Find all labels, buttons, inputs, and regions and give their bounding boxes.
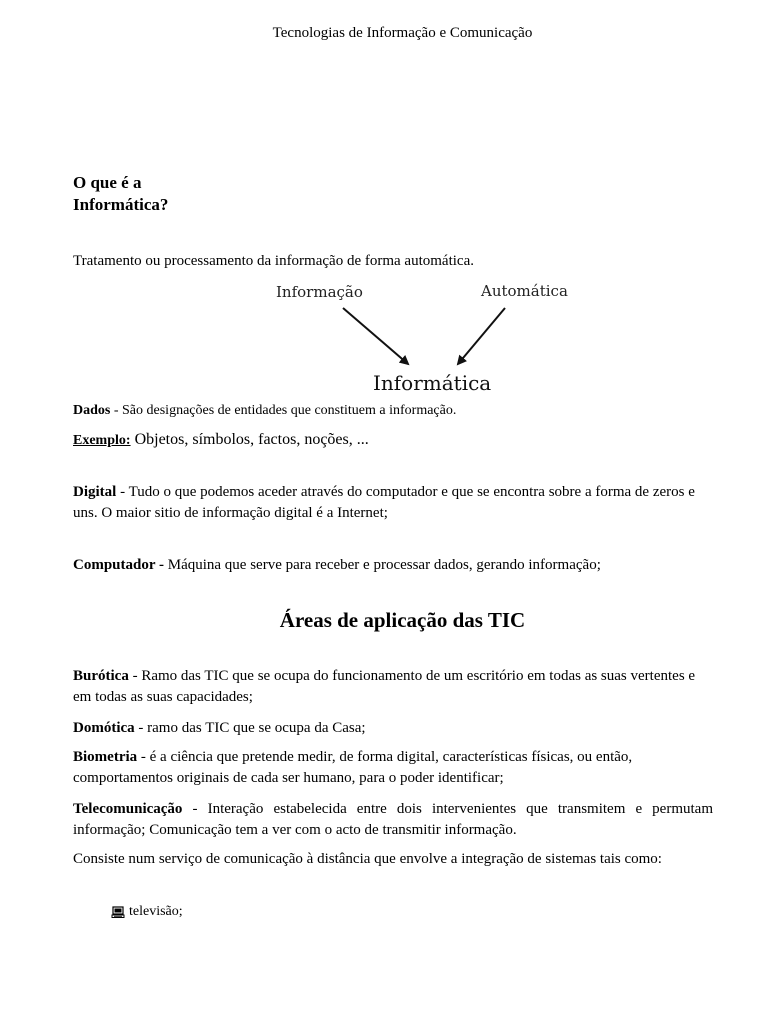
digital-text: - Tudo o que podemos aceder através do computador e que se encontra sobre a forma de zeros e uns. O maior sitio de informação digital é a Internet;	[73, 484, 695, 521]
computador-term: Computador -	[73, 557, 164, 573]
bullet-text: televisão;	[129, 904, 183, 919]
arrow-left	[343, 308, 408, 364]
telecomunicacao-text: - Interação estabelecida entre dois intervenientes que transmitem e permutam informação; Comunicação tem a ver com o acto de transmitir informação.	[73, 801, 713, 838]
exemplo-term: Exemplo:	[73, 433, 131, 448]
intro-heading-line2: Informática?	[73, 195, 169, 214]
diagram-label-informatica: Informática	[373, 371, 492, 395]
intro-heading-line1: O que é a	[73, 173, 142, 192]
burotica-text: - Ramo das TIC que se ocupa do funcionamento de um escritório em todas as suas vertentes e em todas as suas capacidades;	[73, 668, 696, 705]
computador-definition	[73, 555, 713, 576]
dados-text: - São designações de entidades que constituem a informação.	[110, 403, 457, 418]
telecomunicacao-term: Telecomunicação	[73, 801, 183, 817]
consiste-paragraph: Consiste num serviço de comunicação à distância que envolve a integração de sistemas tais como:	[73, 851, 662, 867]
computador-text: Máquina que serve para receber e processar dados, gerando informação;	[163, 557, 601, 573]
intro-heading	[73, 172, 273, 216]
diagram-label-informacao: Informação	[276, 283, 363, 301]
page-header-title: Tecnologias de Informação e Comunicação	[272, 25, 533, 41]
telecomunicacao-definition	[73, 799, 713, 841]
exemplo-line	[73, 429, 713, 451]
domotica-term: Domótica	[73, 720, 135, 736]
dados-definition	[73, 400, 713, 421]
burotica-term: Burótica	[73, 668, 129, 684]
areas-section-title: Áreas de aplicação das TIC	[279, 608, 526, 632]
digital-definition	[73, 482, 713, 524]
dados-term: Dados	[73, 403, 111, 418]
intro-definition: Tratamento ou processamento da informação de forma automática.	[73, 253, 474, 269]
informatica-diagram	[260, 278, 600, 398]
domotica-definition	[73, 718, 713, 739]
arrow-right	[458, 308, 505, 364]
biometria-definition	[73, 747, 713, 789]
burotica-definition	[73, 666, 713, 708]
domotica-text: - ramo das TIC que se ocupa da Casa;	[134, 720, 366, 736]
diagram-label-automatica: Automática	[481, 282, 568, 300]
bullet-item	[111, 904, 183, 920]
biometria-term: Biometria	[73, 749, 138, 765]
biometria-text: - é a ciência que pretende medir, de forma digital, características físicas, ou então, comportamentos originais de cada ser humano, para o poder identificar;	[73, 749, 633, 786]
exemplo-text: Objetos, símbolos, factos, noções, ...	[130, 431, 369, 448]
computer-icon	[111, 905, 125, 919]
digital-term: Digital	[73, 484, 117, 500]
